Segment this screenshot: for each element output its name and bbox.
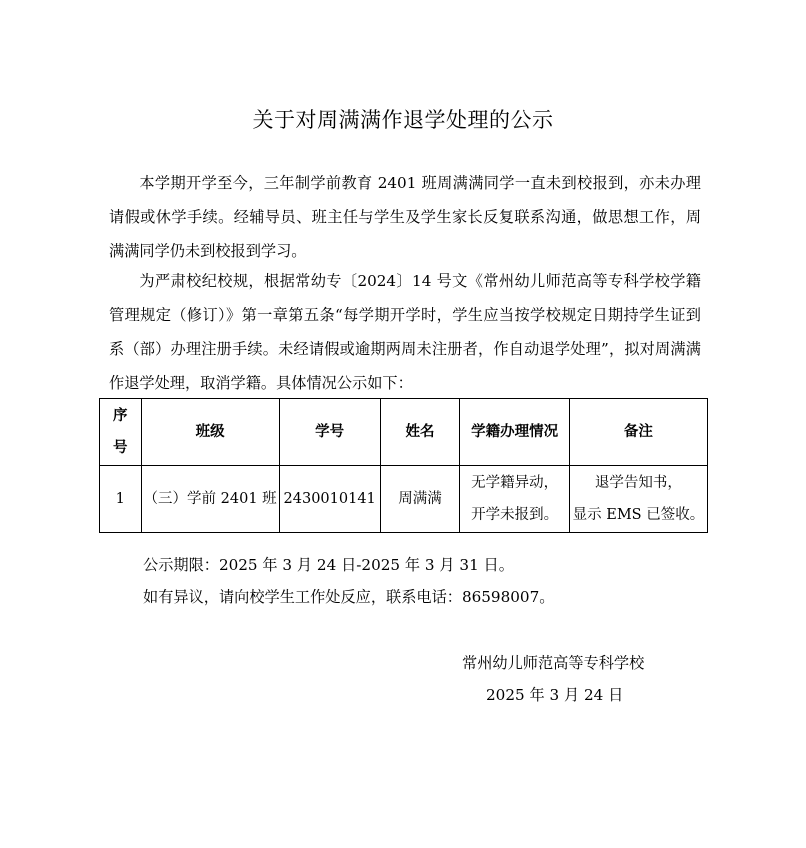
cell-class: （三）学前 2401 班 [141, 466, 279, 533]
header-status: 学籍办理情况 [460, 399, 570, 466]
student-status-table [99, 398, 708, 533]
body-paragraph-1: 本学期开学至今，三年制学前教育 2401 班周满满同学一直未到校报到，亦未办理请假或休学手续。经辅导员、班主任与学生及学生家长反复联系沟通，做思想工作，周满满同学仍未到校报到学习。 [109, 174, 701, 260]
page-title: 关于对周满满作退学处理的公示 [252, 108, 554, 132]
cell-status [460, 466, 570, 533]
signature-school: 常州幼儿师范高等专科学校 [462, 654, 645, 672]
cell-seq: 1 [100, 466, 142, 533]
header-student-id: 学号 [279, 399, 380, 466]
cell-note-line2: 显示 EMS 已签收。 [572, 507, 705, 523]
header-seq [100, 399, 142, 466]
cell-student-id: 2430010141 [279, 466, 380, 533]
cell-name: 周满满 [380, 466, 460, 533]
header-note: 备注 [569, 399, 707, 466]
notice-period: 公示期限：2025 年 3 月 24 日-2025 年 3 月 31 日。 [143, 556, 514, 574]
header-seq-line1: 序 [113, 408, 128, 424]
body-paragraph-2: 为严肃校纪校规，根据常幼专〔2024〕14 号文《常州幼儿师范高等专科学校学籍管理规定（修订）》第一章第五条“每学期开学时，学生应当按学校规定日期持学生证到系（部）办理注册手续。未经请假或逾期两周未注册者，作自动退学处理”，拟对周满满作退学处理，取消学籍。具体情况公示如下： [109, 272, 701, 392]
cell-note-line1: 退学告知书， [594, 475, 682, 491]
header-seq-line2: 号 [113, 440, 128, 456]
table-header-row [100, 399, 708, 466]
signature-date: 2025 年 3 月 24 日 [486, 686, 624, 704]
table-row [100, 466, 708, 533]
cell-status-line2: 开学未报到。 [471, 507, 559, 523]
header-name: 姓名 [380, 399, 460, 466]
cell-note [569, 466, 707, 533]
cell-status-line1: 无学籍异动， [471, 475, 559, 491]
header-class: 班级 [141, 399, 279, 466]
notice-objection: 如有异议，请向校学生工作处反应，联系电话：86598007。 [143, 588, 555, 606]
